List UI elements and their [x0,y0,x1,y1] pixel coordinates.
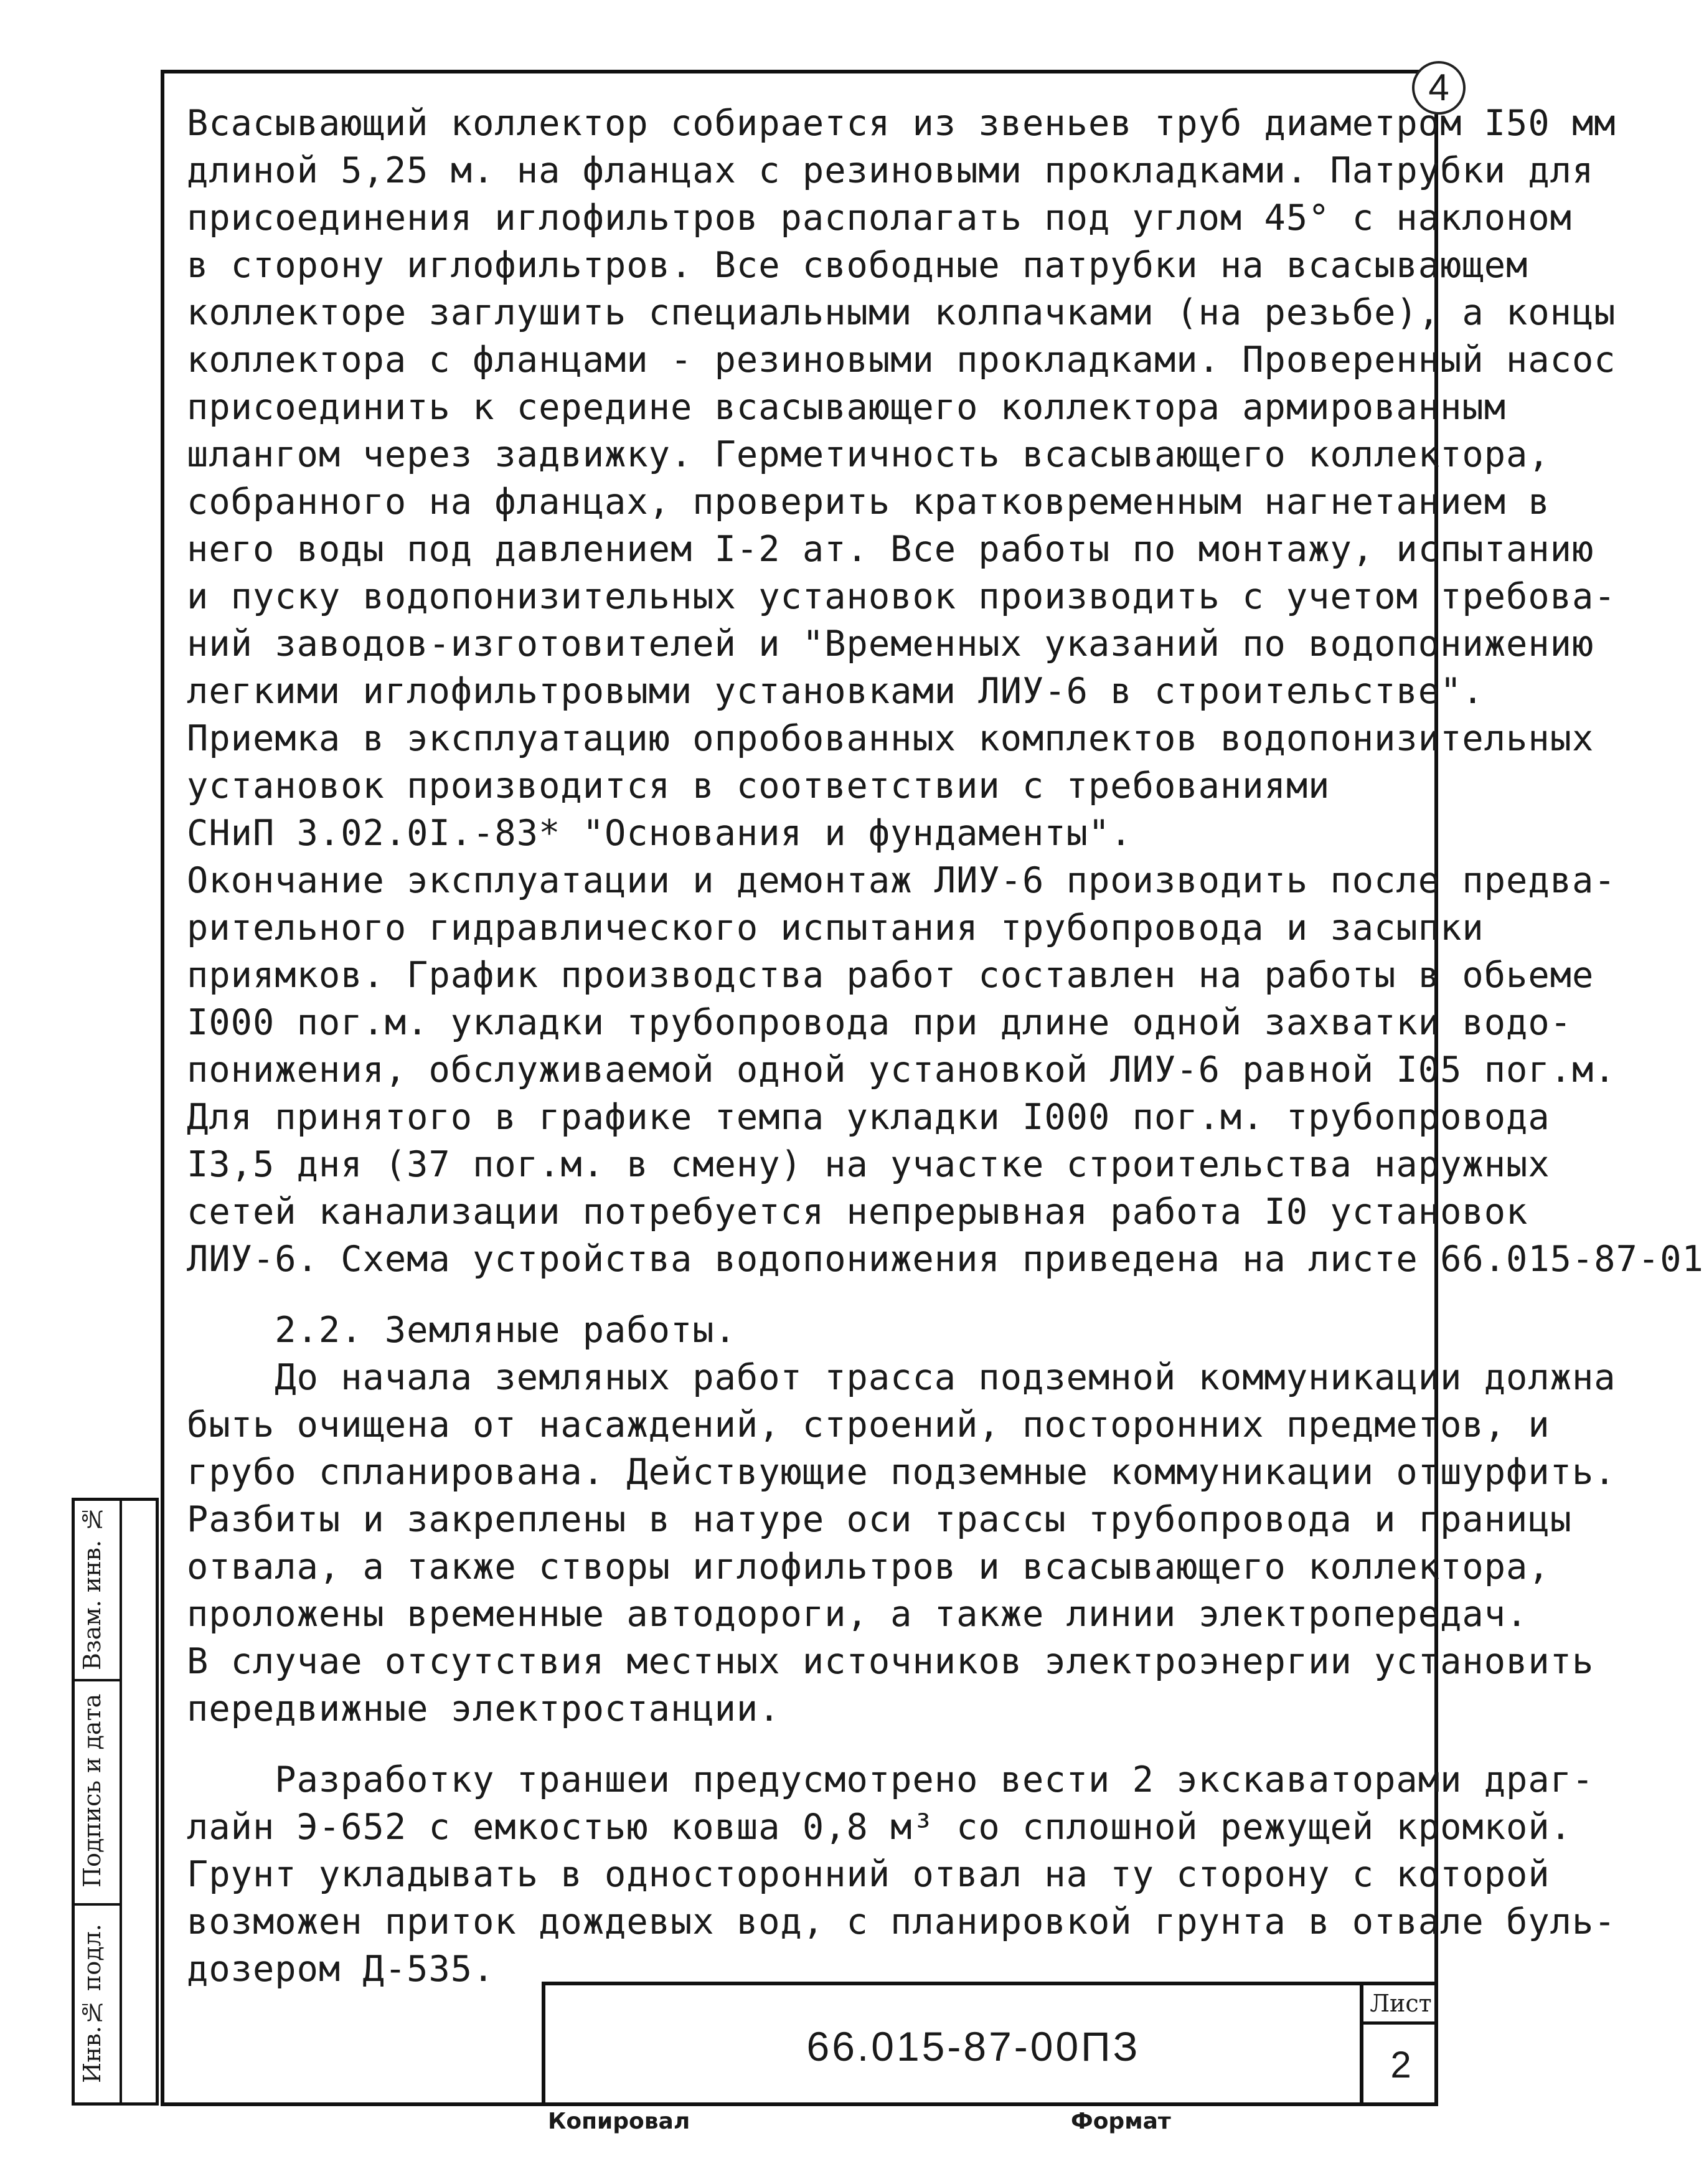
strip-row-divider [75,1679,120,1681]
text-line: В случае отсутствия местных источников электроэнергии установить [187,1641,1594,1682]
text-line: и пуску водопонизительных установок производить с учетом требова- [187,576,1616,617]
text-line: установок производится в соответствии с требованиями [187,765,1330,806]
text-line: проложены временные автодороги, а также линии электропередач. [187,1594,1528,1635]
text-line: в сторону иглофильтров. Все свободные патрубки на всасывающем [187,245,1528,286]
text-line: присоединить к середине всасывающего коллектора армированным [187,387,1507,428]
text-line: I000 пог.м. укладки трубопровода при длине одной захватки водо- [187,1002,1572,1043]
replacement-inv-label: Взам. инв. № [78,1505,106,1670]
text-line: Разбиты и закреплены в натуре оси трассы трубопровода и границы [187,1499,1572,1540]
text-line: Всасывающий коллектор собирается из звеньев труб диаметром I50 мм [187,103,1616,144]
text-line: передвижные электростанции. [187,1688,781,1729]
text-line: возможен приток дождевых вод, с планировкой грунта в отвале буль- [187,1901,1616,1942]
page-number-circle: 4 [1412,61,1466,115]
text-line: длиной 5,25 м. на фланцах с резиновыми прокладками. Патрубки для [187,150,1594,191]
text-line: отвала, а также створы иглофильтров и всасывающего коллектора, [187,1546,1550,1587]
title-block [542,1982,1438,2106]
paragraph-gap [187,1283,1463,1307]
text-line: присоединения иглофильтров располагать под углом 45° с наклоном [187,197,1572,239]
text-line: сетей канализации потребуется непрерывная работа I0 установок [187,1191,1528,1232]
text-line: грубо спланирована. Действующие подземные коммуникации отшурфить. [187,1452,1616,1493]
section-heading: 2.2. Земляные работы. [187,1310,737,1351]
text-line: собранного на фланцах, проверить кратковременным нагнетанием в [187,481,1550,522]
text-line: понижения, обслуживаемой одной установкой ЛИУ-6 равной I05 пог.м. [187,1049,1616,1090]
text-line: ний заводов-изготовителей и "Временных указаний по водопонижению [187,623,1594,664]
text-line: него воды под давлением I-2 ат. Все работы по монтажу, испытанию [187,529,1594,570]
text-line: рительного гидравлического испытания трубопровода и засыпки [187,907,1484,948]
sheet-number: 2 [1390,2044,1411,2086]
text-line: ЛИУ-6. Схема устройства водопонижения приведена на листе 66.015-87-01 [187,1239,1704,1280]
text-line: Приемка в эксплуатацию опробованных комплектов водопонизительных [187,718,1594,759]
signature-date-label: Подпись и дата [78,1693,106,1888]
text-line: До начала земляных работ трасса подземной коммуникации должна [187,1357,1616,1398]
format-label: Формат [1071,2109,1171,2134]
side-stamp-strip [72,1498,159,2106]
text-line: I3,5 дня (37 пог.м. в смену) на участке строительства наружных [187,1144,1550,1185]
strip-column-divider [120,1501,122,2102]
sheet-cell [1360,1985,1438,2106]
sheet-label: Лист [1363,1985,1438,2025]
text-line: лайн Э-652 с емкостью ковша 0,8 м³ со сплошной режущей кромкой. [187,1807,1572,1848]
text-line: дозером Д-535. [187,1949,495,1990]
text-line: коллекторе заглушить специальными колпачками (на резьбе), а концы [187,292,1616,333]
copied-by-label: Копировал [548,2109,690,2134]
text-line: коллектора с фланцами - резиновыми прокладками. Проверенный насос [187,339,1616,381]
paragraph-gap [187,1733,1463,1756]
strip-row-divider [75,1903,120,1906]
text-line: шлангом через задвижку. Герметичность всасывающего коллектора, [187,434,1550,475]
text-line: Окончание эксплуатации и демонтаж ЛИУ-6 производить после предва- [187,860,1616,901]
body-text [187,100,1704,1993]
text-line: Для принятого в графике темпа укладки I000 пог.м. трубопровода [187,1097,1550,1138]
text-line: СНиП 3.02.0I.-83* "Основания и фундаменты". [187,813,1132,854]
text-line: приямков. График производства работ составлен на работы в обьеме [187,955,1594,996]
text-line: быть очищена от насаждений, строений, посторонних предметов, и [187,1404,1550,1445]
inv-no-label: Инв.№ подл. [78,1924,106,2083]
text-line: легкими иглофильтровыми установками ЛИУ-6 в строительстве". [187,671,1484,712]
text-line: Разработку траншеи предусмотрено вести 2 экскаваторами драг- [187,1759,1594,1800]
text-line: Грунт укладывать в односторонний отвал на ту сторону с которой [187,1854,1550,1895]
document-code: 66.015-87-00ПЗ [806,2023,1141,2069]
